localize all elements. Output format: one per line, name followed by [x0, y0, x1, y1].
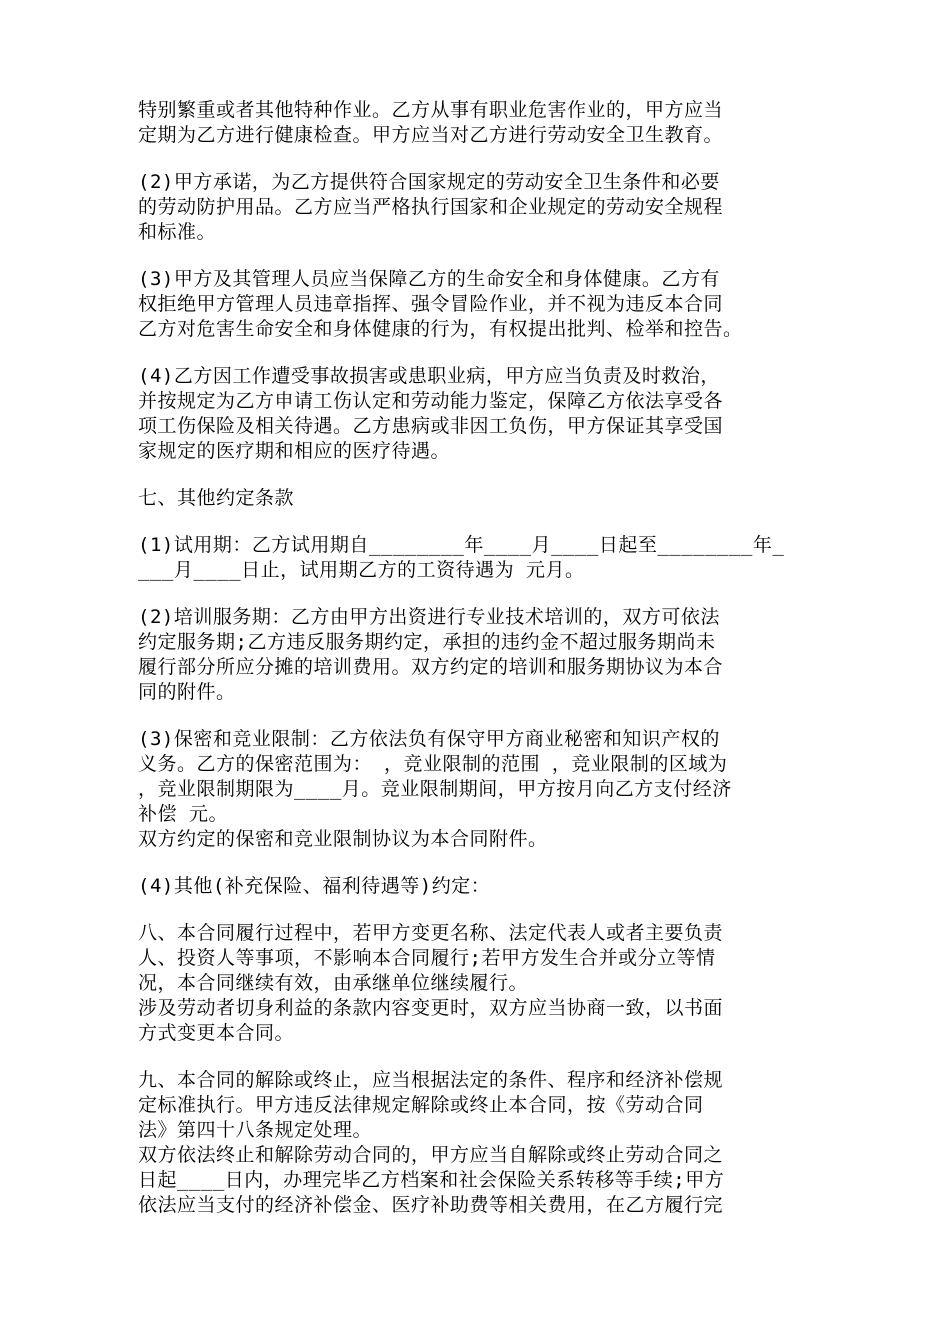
- text-line: 定标准执行。甲方违反法律规定解除或终止本合同，按《劳动合同: [138, 1094, 704, 1116]
- paragraph-gap: [138, 245, 828, 267]
- text-line: 七、其他约定条款: [138, 487, 295, 509]
- paragraph-gap: [138, 852, 828, 874]
- text-line: 并按规定为乙方申请工伤认定和劳动能力鉴定，保障乙方依法享受各: [138, 390, 724, 412]
- paragraph: [138, 486, 828, 511]
- text-line: 定期为乙方进行健康检查。甲方应当对乙方进行劳动安全卫生教育。: [138, 124, 724, 146]
- text-line: (4)其他(补充保险、福利待遇等)约定：: [138, 875, 491, 897]
- paragraph: [138, 533, 828, 583]
- text-line: 依法应当支付的经济补偿金、医疗补助费等相关费用，在乙方履行完: [138, 1194, 724, 1216]
- paragraph-gap: [138, 464, 828, 486]
- text-line: 约定服务期;乙方违反服务期约定，承担的违约金不超过服务期尚未: [138, 631, 716, 653]
- text-line: (4)乙方因工作遭受事故损害或患职业病，甲方应当负责及时救治，: [138, 365, 720, 387]
- text-line: 补偿 元。: [138, 803, 228, 825]
- document-body: [138, 98, 828, 1218]
- paragraph: [138, 1068, 828, 1218]
- text-line: 乙方对危害生命安全和身体健康的行为，有权提出批判、检举和控告。: [138, 318, 743, 340]
- paragraph-gap: [138, 342, 828, 364]
- text-line: 九、本合同的解除或终止，应当根据法定的条件、程序和经济补偿规: [138, 1069, 724, 1091]
- text-line: 日起____日内，办理完毕乙方档案和社会保险关系转移等手续;甲方: [138, 1169, 725, 1191]
- text-line: 和标准。: [138, 221, 217, 243]
- paragraph-gap: [138, 148, 828, 170]
- text-line: 同的附件。: [138, 681, 236, 703]
- text-line: 特别繁重或者其他特种作业。乙方从事有职业危害作业的，甲方应当: [138, 99, 724, 121]
- text-line: 双方依法终止和解除劳动合同的，甲方应当自解除或终止劳动合同之: [138, 1144, 724, 1166]
- text-line: (1)试用期：乙方试用期自________年____月____日起至________年_: [138, 534, 785, 556]
- paragraph: [138, 921, 828, 1046]
- text-line: 的劳动防护用品。乙方应当严格执行国家和企业规定的劳动安全规程: [138, 196, 724, 218]
- paragraph-gap: [138, 705, 828, 727]
- paragraph: [138, 98, 828, 148]
- text-line: 双方约定的保密和竞业限制协议为本合同附件。: [138, 828, 548, 850]
- text-line: 法》第四十八条规定处理。: [138, 1119, 373, 1141]
- paragraph-gap: [138, 1046, 828, 1068]
- paragraph-gap: [138, 899, 828, 921]
- paragraph: [138, 727, 828, 852]
- paragraph: [138, 170, 828, 245]
- text-line: 况，本合同继续有效，由承继单位继续履行。: [138, 972, 529, 994]
- paragraph: [138, 605, 828, 705]
- text-line: 八、本合同履行过程中，若甲方变更名称、法定代表人或者主要负责: [138, 922, 724, 944]
- text-line: (3)保密和竞业限制：乙方依法负有保守甲方商业秘密和知识产权的: [138, 728, 720, 750]
- text-line: (2)甲方承诺，为乙方提供符合国家规定的劳动安全卫生条件和必要: [138, 171, 720, 193]
- text-line: ，竞业限制期限为____月。竞业限制期间，甲方按月向乙方支付经济: [138, 778, 732, 800]
- paragraph: [138, 874, 828, 899]
- text-line: 涉及劳动者切身利益的条款内容变更时，双方应当协商一致，以书面: [138, 997, 724, 1019]
- paragraph-gap: [138, 511, 828, 533]
- text-line: (2)培训服务期：乙方由甲方出资进行专业技术培训的，双方可依法: [138, 606, 720, 628]
- text-line: (3)甲方及其管理人员应当保障乙方的生命安全和身体健康。乙方有: [138, 268, 720, 290]
- text-line: 方式变更本合同。: [138, 1022, 295, 1044]
- text-line: 权拒绝甲方管理人员违章指挥、强令冒险作业，并不视为违反本合同: [138, 293, 724, 315]
- paragraph: [138, 364, 828, 464]
- text-line: 家规定的医疗期和相应的医疗待遇。: [138, 440, 451, 462]
- paragraph-gap: [138, 583, 828, 605]
- text-line: 人、投资人等事项，不影响本合同履行;若甲方发生合并或分立等情: [138, 947, 716, 969]
- text-line: 履行部分所应分摊的培训费用。双方约定的培训和服务期协议为本合: [138, 656, 724, 678]
- paragraph: [138, 267, 828, 342]
- text-line: 项工伤保险及相关待遇。乙方患病或非因工负伤，甲方保证其享受国: [138, 415, 724, 437]
- text-line: 义务。乙方的保密范围为： ，竞业限制的范围 ，竞业限制的区域为: [138, 753, 728, 775]
- text-line: ___月____日止，试用期乙方的工资待遇为 元月。: [138, 559, 585, 581]
